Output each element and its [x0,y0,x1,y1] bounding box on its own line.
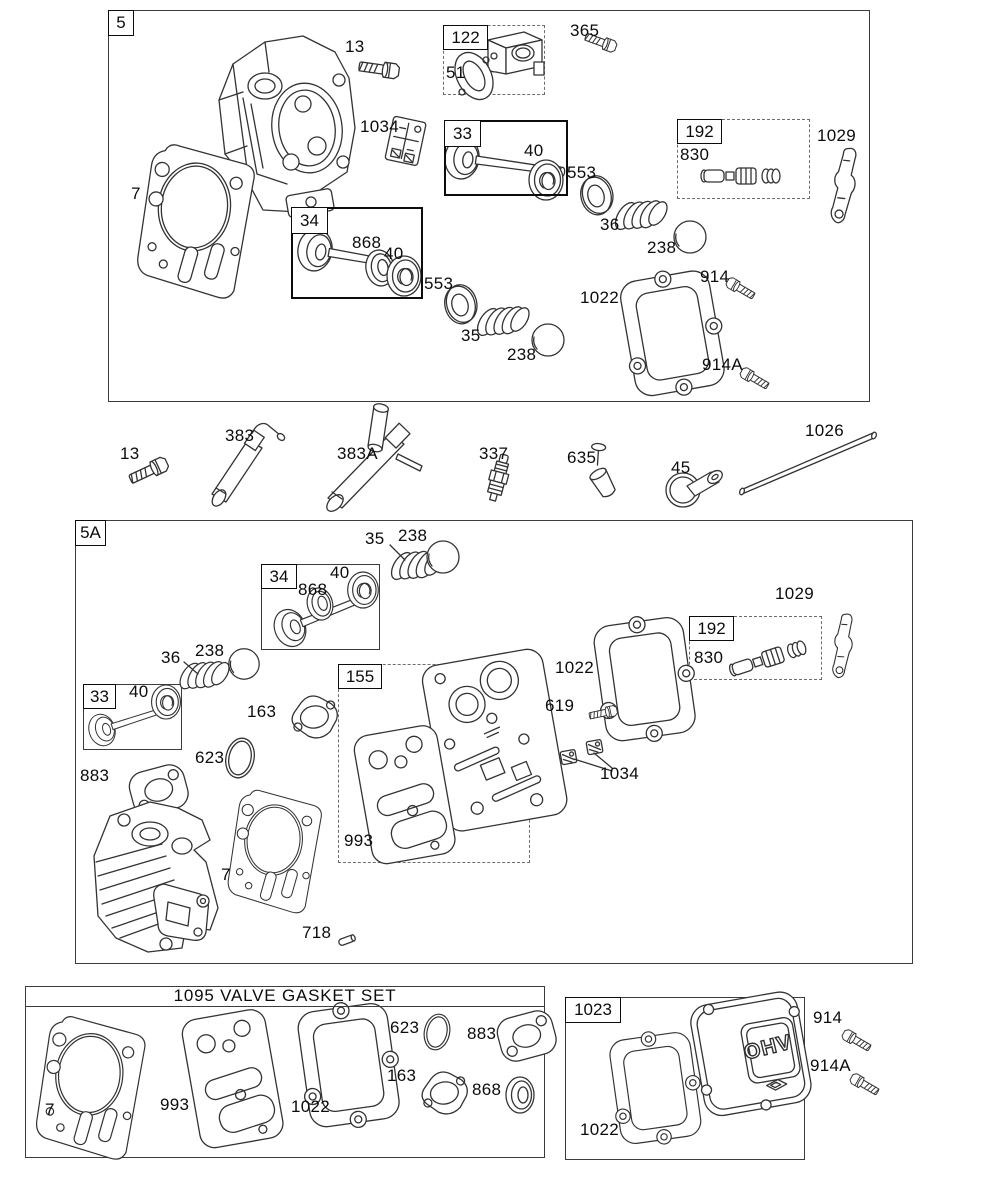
intake-valve-5a-label: 33 [90,686,109,706]
rocker-arm-1029 [832,613,854,678]
head-gasket-7 [226,788,324,914]
callout-gasket-163-set: 163 [387,1066,417,1085]
callout-washer-553b: 553 [424,274,454,293]
clip-1034 [560,749,577,764]
callout-cap-238-5a: 238 [398,526,428,545]
screw-914a [739,366,771,391]
screw-914 [841,1028,873,1053]
cap-238 [229,649,259,679]
callout-valve-seal-40: 40 [524,141,544,160]
cap-238 [427,541,459,573]
callout-cover-gasket-1022-set: 1022 [291,1097,331,1116]
spring-35 [472,297,533,346]
pin-718 [338,934,356,946]
callout-cover-gasket-1022-cover: 1022 [580,1120,620,1139]
ohv-logo: OHV [741,1030,795,1065]
callout-rocker-1029: 1029 [817,126,857,145]
callout-clips-1034: 1034 [600,764,640,783]
oring-623 [222,736,258,781]
callout-gasket-993: 993 [344,831,374,850]
callout-valve-seal-868-set: 868 [472,1080,502,1099]
callout-guide-45: 45 [671,458,691,477]
stud-635 [575,437,629,499]
rocker-arm-1029 [830,147,859,224]
clip-1034 [586,739,603,754]
carb-mount-label: 122 [451,27,480,47]
callout-retainer-40b-5a: 40 [129,682,149,701]
callout-spring-36-5a: 36 [161,648,181,667]
callout-wrench-383: 383 [225,426,255,445]
callout-valve-seal-868: 868 [352,233,382,252]
callout-screw-914: 914 [700,267,730,286]
callout-cap-238b: 238 [507,345,537,364]
callout-gasket-993-set: 993 [160,1095,190,1114]
callout-screw-619: 619 [545,696,575,715]
callout-screw-914-cover: 914 [813,1008,843,1027]
valve-cover-tag [565,997,621,1023]
callout-cover-gasket-1022-5a: 1022 [555,658,595,677]
section-5a-tag [75,520,106,546]
callout-screw-13: 13 [345,37,365,56]
callout-head-gasket-7-set: 7 [45,1100,55,1119]
screw-914a [849,1072,881,1097]
breather-tag [338,664,382,689]
callout-oring-623: 623 [195,748,225,767]
terminal-kit-830 [728,639,808,679]
callout-wrench-383a: 383A [337,444,378,463]
section-5-label: 5 [116,13,126,32]
section-5-tag [108,10,134,36]
callout-spring-36: 36 [600,215,620,234]
callout-terminal-830-5a: 830 [694,648,724,667]
callout-gasket-883: 883 [80,766,110,785]
push-rod-1026 [739,432,877,496]
exhaust-valve-5a-tag [261,564,297,589]
terminal-kit-830 [701,168,780,184]
gasket-163 [419,1068,471,1118]
callout-push-rod-1026: 1026 [805,421,845,440]
callout-washer-553: 553 [567,163,597,182]
valve-cover-label: 1023 [574,1000,612,1019]
retainer-40 [348,572,379,608]
callout-plate-1034: 1034 [360,117,400,136]
terminal-5a-tag [689,616,734,641]
callout-oring-623-set: 623 [390,1018,420,1037]
callout-terminal-830: 830 [680,145,710,164]
callout-valve-seal-868-5a: 868 [298,580,328,599]
head-gasket-7 [34,1014,148,1161]
terminal-5a-label: 192 [697,618,726,638]
callout-spring-35-5a: 35 [365,529,385,548]
terminal-5-label: 192 [685,121,714,141]
gasket-set-title: 1095 VALVE GASKET SET [25,986,545,1007]
head-gasket-7 [135,142,257,300]
callout-spring-35: 35 [461,326,481,345]
gasket-993 [180,1007,285,1150]
exhaust-valve-5a-label: 34 [269,566,289,586]
callout-screw-365: 365 [570,21,600,40]
valve-seal-868 [506,1077,534,1113]
callout-screw-13-mid: 13 [120,444,140,463]
callout-head-gasket-7-5a: 7 [221,865,231,884]
callout-cover-gasket-1022: 1022 [580,288,620,307]
callout-retainer-40-5a: 40 [330,563,350,582]
callout-cap-238: 238 [647,238,677,257]
cylinder-head-finned [94,802,218,952]
breather-label: 155 [345,666,375,686]
cap-238 [674,221,706,253]
oring-623 [421,1012,453,1052]
callout-screw-914a: 914A [702,355,743,374]
carb-mount-tag [443,25,488,50]
callout-gasket-883-set: 883 [467,1024,497,1043]
exhaust-valve-5-label: 34 [300,210,319,230]
gasket-163 [289,692,341,742]
cap-238 [532,324,564,356]
callout-gasket-163: 163 [247,702,277,721]
intake-valve-5a-tag [83,684,116,709]
section-5a-label: 5A [80,523,101,542]
callout-head-gasket-7: 7 [131,184,141,203]
intake-valve-5-tag [444,120,481,147]
screw-914 [725,276,757,301]
cover-gasket-1022 [605,1026,708,1151]
callout-spark-plug-337: 337 [479,444,509,463]
callout-retainer-40: 40 [384,244,404,263]
terminal-5-tag [677,119,722,144]
gasket-883 [494,1008,559,1065]
cover-gasket-1022 [588,610,703,748]
screw-13 [358,59,400,79]
intake-valve-5-label: 33 [453,123,472,143]
callout-rocker-1029-5a: 1029 [775,584,815,603]
retainer-40 [152,685,181,719]
callout-stud-635: 635 [567,448,597,467]
callout-screw-914a-cover: 914A [810,1056,851,1075]
callout-gasket-51: 51 [446,63,466,82]
exhaust-valve-5-tag [291,207,328,234]
callout-pin-718: 718 [302,923,332,942]
callout-cap-238c-5a: 238 [195,641,225,660]
carb-spacer-122 [488,32,544,75]
